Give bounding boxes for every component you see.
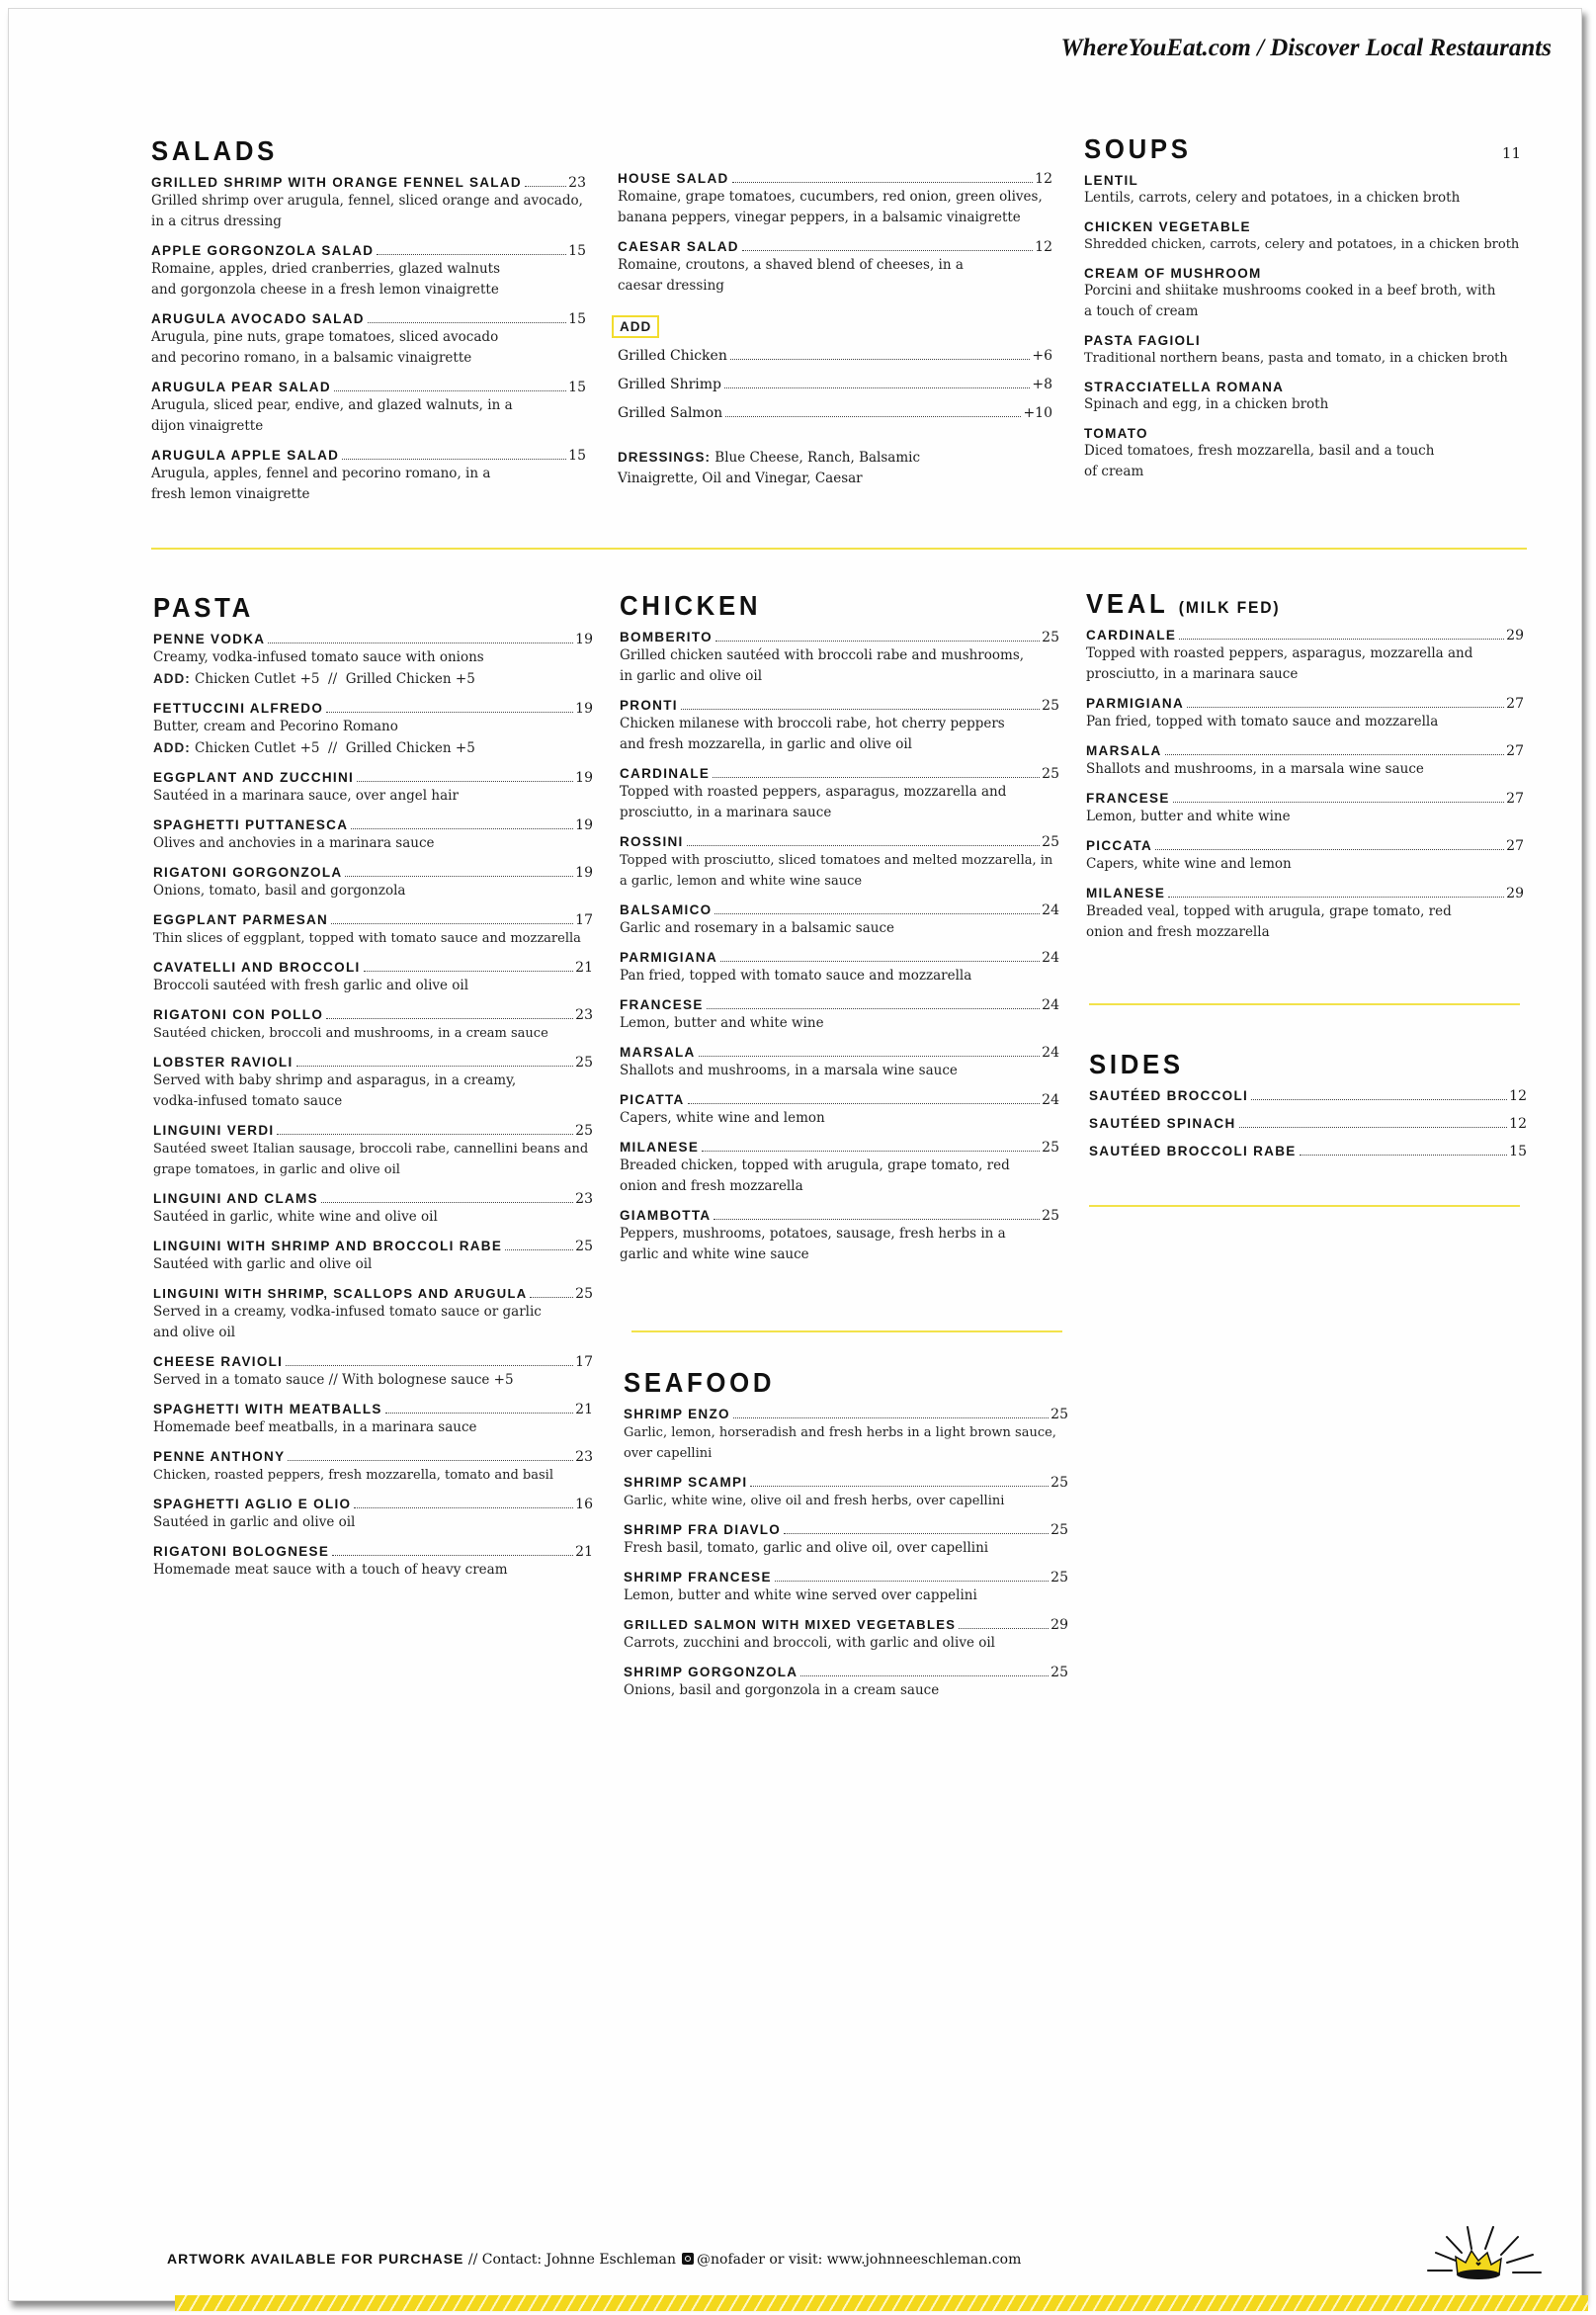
sides-section — [1089, 1049, 1527, 1159]
menu-item: ROSSINI 25 Topped with prosciutto, sliced tomatoes and melted mozzarella, in a garlic, lemon and white wine sauce — [620, 834, 1059, 889]
section-divider — [1089, 1205, 1520, 1207]
soup-item: CREAM OF MUSHROOM Porcini and shiitake mushrooms cooked in a beef broth, with a touch of cream — [1084, 266, 1496, 319]
salads-section-continued — [618, 171, 1052, 489]
section-divider — [1089, 1003, 1520, 1005]
menu-item: SPAGHETTI WITH MEATBALLS 21 Homemade beef meatballs, in a marinara sauce — [153, 1402, 593, 1435]
menu-item: SHRIMP FRANCESE 25 Lemon, butter and white wine served over cappelini — [624, 1570, 1068, 1603]
side-item: SAUTÉED SPINACH 12 — [1089, 1116, 1527, 1132]
section-title-sides: SIDES — [1089, 1049, 1184, 1079]
soups-price: 11 — [1501, 144, 1521, 162]
menu-item: SHRIMP FRA DIAVLO 25 Fresh basil, tomato, garlic and olive oil, over capellini — [624, 1522, 1068, 1556]
menu-item: SHRIMP ENZO 25 Garlic, lemon, horseradish and fresh herbs in a light brown sauce, over capellini — [624, 1407, 1068, 1461]
menu-item: FETTUCCINI ALFREDO 19 Butter, cream and Pecorino Romano ADD: Chicken Cutlet +5 // Grilled Chicken +5 — [153, 701, 593, 756]
soups-section — [1084, 133, 1521, 493]
menu-item: FRANCESE 27 Lemon, butter and white wine — [1086, 791, 1524, 824]
soup-item: STRACCIATELLA ROMANA Spinach and egg, in a chicken broth — [1084, 380, 1329, 412]
menu-item: PARMIGIANA 24 Pan fried, topped with tomato sauce and mozzarella — [620, 950, 1059, 984]
menu-item: PICCATA 27 Capers, white wine and lemon — [1086, 838, 1524, 872]
menu-item: RIGATONI BOLOGNESE 21 Homemade meat sauce with a touch of heavy cream — [153, 1544, 593, 1578]
section-title-pasta: PASTA — [153, 592, 254, 623]
menu-item: SPAGHETTI AGLIO E OLIO 16 Sautéed in garlic and olive oil — [153, 1497, 593, 1530]
addon-item: Grilled Chicken +6 — [618, 348, 1052, 364]
soup-item: TOMATO Diced tomatoes, fresh mozzarella, basil and a touch of cream — [1084, 426, 1435, 479]
soup-item: LENTIL Lentils, carrots, celery and potatoes, in a chicken broth — [1084, 173, 1461, 206]
menu-item: HOUSE SALAD 12 Romaine, grape tomatoes, cucumbers, red onion, green olives, banana peppers, vinegar peppers, in a balsamic vinaigrette — [618, 171, 1052, 225]
side-item: SAUTÉED BROCCOLI 12 — [1089, 1088, 1527, 1104]
menu-item: CARDINALE 29 Topped with roasted peppers, asparagus, mozzarella and prosciutto, in a marinara sauce — [1086, 628, 1524, 682]
menu-item: MILANESE 25 Breaded chicken, topped with arugula, grape tomato, red onion and fresh mozzarella — [620, 1140, 1059, 1194]
menu-item: LINGUINI VERDI 25 Sautéed sweet Italian sausage, broccoli rabe, cannellini beans and grape tomatoes, in garlic and olive oil — [153, 1123, 593, 1177]
veal-section — [1086, 588, 1524, 954]
menu-item: GRILLED SALMON WITH MIXED VEGETABLES 29 Carrots, zucchini and broccoli, with garlic and olive oil — [624, 1617, 1068, 1651]
menu-item: ARUGULA AVOCADO SALAD 15 Arugula, pine nuts, grape tomatoes, sliced avocado and pecorino romano, in a balsamic vinaigrette — [151, 311, 586, 366]
section-divider — [151, 548, 1527, 550]
menu-item: PENNE VODKA 19 Creamy, vodka-infused tomato sauce with onions ADD: Chicken Cutlet +5 // Grilled Chicken +5 — [153, 632, 593, 687]
menu-item: PARMIGIANA 27 Pan fried, topped with tomato sauce and mozzarella — [1086, 696, 1524, 729]
section-title-seafood: SEAFOOD — [624, 1367, 776, 1398]
menu-item: ARUGULA PEAR SALAD 15 Arugula, sliced pear, endive, and glazed walnuts, in a dijon vinaigrette — [151, 380, 586, 434]
salads-section — [151, 135, 586, 516]
menu-item: PENNE ANTHONY 23 Chicken, roasted peppers, fresh mozzarella, tomato and basil — [153, 1449, 593, 1483]
menu-item: GRILLED SHRIMP WITH ORANGE FENNEL SALAD 23 Grilled shrimp over arugula, fennel, sliced orange and avocado, in a citrus dressing — [151, 175, 586, 229]
menu-item: PICATTA 24 Capers, white wine and lemon — [620, 1092, 1059, 1126]
menu-item: LINGUINI WITH SHRIMP AND BROCCOLI RABE 25 Sautéed with garlic and olive oil — [153, 1239, 593, 1272]
section-title-soups: SOUPS — [1084, 133, 1192, 164]
pasta-section — [153, 592, 593, 1591]
crown-logo-icon — [1422, 2219, 1580, 2288]
add-ons-label: ADD — [612, 315, 659, 338]
menu-item: BOMBERITO 25 Grilled chicken sautéed with broccoli rabe and mushrooms, in garlic and olive oil — [620, 630, 1059, 684]
menu-page — [8, 8, 1582, 2301]
menu-item: RIGATONI GORGONZOLA 19 Onions, tomato, basil and gorgonzola — [153, 865, 593, 899]
section-title-salads: SALADS — [151, 135, 278, 166]
menu-item: CAESAR SALAD 12 Romaine, croutons, a shaved blend of cheeses, in a caesar dressing — [618, 239, 1052, 294]
menu-item: CHEESE RAVIOLI 17 Served in a tomato sauce // With bolognese sauce +5 — [153, 1354, 593, 1388]
section-divider — [631, 1330, 1062, 1332]
menu-item: GIAMBOTTA 25 Peppers, mushrooms, potatoes, sausage, fresh herbs in a garlic and white wine sauce — [620, 1208, 1059, 1262]
menu-item: LINGUINI WITH SHRIMP, SCALLOPS AND ARUGULA 25 Served in a creamy, vodka-infused tomato sauce or garlic and olive oil — [153, 1286, 593, 1340]
chicken-section — [620, 590, 1059, 1276]
menu-item: MARSALA 27 Shallots and mushrooms, in a marsala wine sauce — [1086, 743, 1524, 777]
menu-item: EGGPLANT AND ZUCCHINI 19 Sautéed in a marinara sauce, over angel hair — [153, 770, 593, 804]
decorative-stripe-band — [175, 2295, 1588, 2311]
menu-item: PRONTI 25 Chicken milanese with broccoli rabe, hot cherry peppers and fresh mozzarella, in garlic and olive oil — [620, 698, 1059, 752]
instagram-icon — [682, 2253, 694, 2265]
menu-item: LINGUINI AND CLAMS 23 Sautéed in garlic, white wine and olive oil — [153, 1191, 593, 1225]
instagram-handle[interactable]: @nofader — [697, 2252, 765, 2268]
seafood-section — [624, 1367, 1068, 1712]
menu-item: EGGPLANT PARMESAN 17 Thin slices of eggplant, topped with tomato sauce and mozzarella — [153, 912, 593, 946]
menu-item: SPAGHETTI PUTTANESCA 19 Olives and anchovies in a marinara sauce — [153, 817, 593, 851]
menu-item: CARDINALE 25 Topped with roasted peppers, asparagus, mozzarella and prosciutto, in a marinara sauce — [620, 766, 1059, 820]
site-watermark[interactable]: WhereYouEat.com / Discover Local Restaurants — [1060, 35, 1552, 61]
menu-item: BALSAMICO 24 Garlic and rosemary in a balsamic sauce — [620, 902, 1059, 936]
soup-item: PASTA FAGIOLI Traditional northern beans, pasta and tomato, in a chicken broth — [1084, 333, 1508, 366]
artwork-footer: ARTWORK AVAILABLE FOR PURCHASE // Contact: Johnne Eschleman @nofader or visit: www.johnneeschleman.com — [167, 2251, 1022, 2268]
menu-item: ARUGULA APPLE SALAD 15 Arugula, apples, fennel and pecorino romano, in a fresh lemon vinaigrette — [151, 448, 586, 502]
section-title-chicken: CHICKEN — [620, 590, 762, 621]
menu-item: MILANESE 29 Breaded veal, topped with arugula, grape tomato, red onion and fresh mozzarella — [1086, 886, 1524, 940]
menu-item: LOBSTER RAVIOLI 25 Served with baby shrimp and asparagus, in a creamy, vodka-infused tomato sauce — [153, 1055, 593, 1109]
menu-item: SHRIMP SCAMPI 25 Garlic, white wine, olive oil and fresh herbs, over capellini — [624, 1475, 1068, 1508]
soup-item: CHICKEN VEGETABLE Shredded chicken, carrots, celery and potatoes, in a chicken broth — [1084, 219, 1520, 252]
addon-item: Grilled Salmon +10 — [618, 405, 1052, 421]
section-title-veal: VEAL (MILK FED) — [1086, 588, 1281, 619]
menu-item: MARSALA 24 Shallots and mushrooms, in a marsala wine sauce — [620, 1045, 1059, 1078]
menu-item: APPLE GORGONZOLA SALAD 15 Romaine, apples, dried cranberries, glazed walnuts and gorgonzola cheese in a fresh lemon vinaigrette — [151, 243, 586, 298]
menu-item: FRANCESE 24 Lemon, butter and white wine — [620, 997, 1059, 1031]
side-item: SAUTÉED BROCCOLI RABE 15 — [1089, 1144, 1527, 1159]
menu-item: CAVATELLI AND BROCCOLI 21 Broccoli sautéed with fresh garlic and olive oil — [153, 960, 593, 993]
dressings-note: DRESSINGS: Blue Cheese, Ranch, Balsamic Vinaigrette, Oil and Vinegar, Caesar — [618, 450, 921, 486]
menu-item: SHRIMP GORGONZOLA 25 Onions, basil and gorgonzola in a cream sauce — [624, 1665, 1068, 1698]
menu-item: RIGATONI CON POLLO 23 Sautéed chicken, broccoli and mushrooms, in a cream sauce — [153, 1007, 593, 1041]
addon-item: Grilled Shrimp +8 — [618, 377, 1052, 392]
